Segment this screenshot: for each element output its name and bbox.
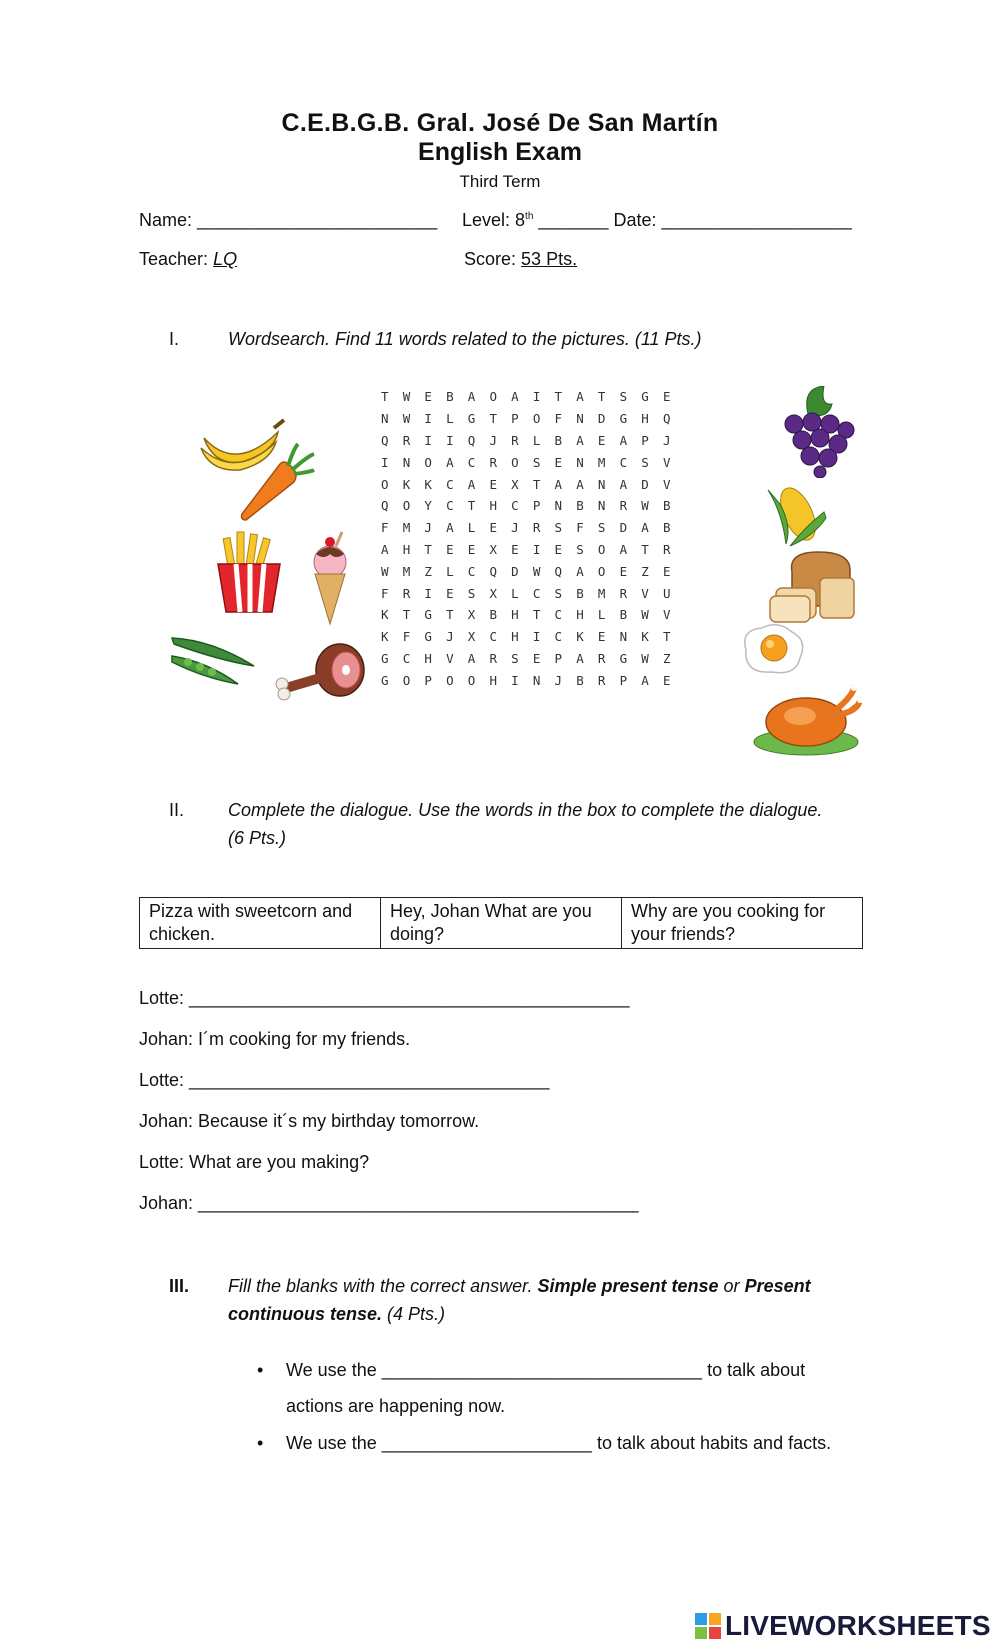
wordsearch-letter[interactable]: J (554, 672, 563, 688)
score-label: Score: (464, 249, 517, 269)
word-box-option: Pizza with sweetcorn and chicken. (140, 898, 381, 949)
score-value: 53 Pts. (521, 249, 578, 269)
wordsearch-letter[interactable]: Y (424, 498, 432, 514)
wordsearch-letter[interactable]: O (424, 454, 432, 470)
wordsearch-letter[interactable]: S (576, 541, 584, 557)
wordsearch-letter[interactable]: K (381, 607, 389, 623)
wordsearch-letter[interactable]: G (641, 389, 649, 405)
wordsearch-letter[interactable]: Z (662, 650, 671, 666)
wordsearch-letter[interactable]: M (597, 585, 606, 601)
wordsearch-letter[interactable]: R (489, 650, 497, 666)
grapes-icon (772, 386, 858, 478)
wordsearch-row (381, 451, 685, 473)
section-2-instruction-line1: Complete the dialogue. Use the words in the box to complete the dialogue. (228, 800, 823, 820)
wordsearch-letter[interactable]: A (467, 389, 476, 405)
exam-title: English Exam (418, 138, 582, 166)
dialogue-line-3[interactable]: Lotte: ____________________________________ (139, 1070, 550, 1090)
wordsearch-letter[interactable]: G (467, 411, 476, 427)
wordsearch-letter[interactable]: Z (424, 563, 432, 579)
wordsearch-letter[interactable]: A (576, 389, 584, 405)
french-fries-icon (212, 530, 286, 614)
peas-icon (168, 630, 258, 690)
wordsearch-letter[interactable]: A (576, 432, 584, 448)
wordsearch-letter[interactable]: K (641, 629, 649, 645)
wordsearch-letter[interactable]: C (467, 454, 476, 470)
score-field (464, 249, 577, 270)
wordsearch-letter[interactable]: W (641, 607, 649, 623)
section-2-instruction-line2: (6 Pts.) (228, 828, 287, 848)
wordsearch-letter[interactable]: N (597, 476, 606, 492)
wordsearch-row (381, 560, 685, 582)
wordsearch-letter[interactable]: G (619, 411, 628, 427)
name-field[interactable] (139, 210, 437, 231)
wordsearch-letter[interactable]: E (554, 454, 563, 470)
wordsearch-letter[interactable]: L (597, 607, 606, 623)
section-3-instr-e: continuous tense. (228, 1304, 383, 1324)
wordsearch-letter[interactable]: B (576, 585, 584, 601)
wordsearch-letter[interactable]: A (554, 476, 563, 492)
wordsearch-letter[interactable]: S (532, 454, 541, 470)
section-3-instr-b: Simple present tense (537, 1276, 719, 1296)
wordsearch-letter[interactable]: V (641, 585, 649, 601)
wordsearch-letter[interactable]: O (381, 476, 389, 492)
section-3-instr-a: Fill the blanks with the correct answer. (228, 1276, 538, 1296)
wordsearch-row (381, 495, 685, 517)
wordsearch-letter[interactable]: I (424, 411, 432, 427)
wordsearch-row (381, 582, 685, 604)
wordsearch-letter[interactable]: J (446, 629, 454, 645)
wordsearch-letter[interactable]: T (402, 607, 411, 623)
wordsearch-row (381, 626, 685, 648)
wordsearch-letter[interactable]: O (446, 672, 454, 688)
wordsearch-letter[interactable]: R (402, 585, 411, 601)
section-1-instruction: Wordsearch. Find 11 words related to the pictures. (11 Pts.) (228, 329, 702, 349)
wordsearch-letter[interactable]: T (381, 389, 389, 405)
wordsearch-letter[interactable]: H (402, 541, 411, 557)
wordsearch-letter[interactable]: O (511, 454, 519, 470)
wordsearch-letter[interactable]: E (424, 389, 432, 405)
wordsearch-letter[interactable]: H (641, 411, 649, 427)
wordsearch-letter[interactable]: E (489, 520, 497, 536)
wordsearch-letter[interactable]: Q (662, 411, 671, 427)
name-label: Name: (139, 210, 193, 230)
wordsearch-letter[interactable]: I (532, 541, 541, 557)
wordsearch-letter[interactable]: N (532, 672, 541, 688)
wordsearch-letter[interactable]: Q (489, 563, 497, 579)
wordsearch-letter[interactable]: X (467, 607, 476, 623)
wordsearch-letter[interactable]: E (662, 672, 671, 688)
section-3-instr-c: or (718, 1276, 745, 1296)
wordsearch-letter[interactable]: D (641, 476, 649, 492)
logo-text: LIVEWORKSHEETS (725, 1610, 991, 1641)
wordsearch-letter[interactable]: C (446, 476, 454, 492)
wordsearch-letter[interactable]: E (489, 476, 497, 492)
wordsearch-letter[interactable]: B (619, 607, 628, 623)
wordsearch-letter[interactable]: Q (381, 432, 389, 448)
wordsearch-letter[interactable]: R (489, 454, 497, 470)
wordsearch-letter[interactable]: P (641, 432, 649, 448)
wordsearch-letter[interactable]: W (532, 563, 541, 579)
wordsearch-letter[interactable]: T (662, 629, 671, 645)
wordsearch-letter[interactable]: T (597, 389, 606, 405)
wordsearch-letter[interactable]: T (641, 541, 649, 557)
wordsearch-letter[interactable]: I (511, 672, 519, 688)
wordsearch-letter[interactable]: J (424, 520, 432, 536)
wordsearch-letter[interactable]: U (662, 585, 671, 601)
wordsearch-letter[interactable]: V (662, 607, 671, 623)
wordsearch-letter[interactable]: Z (641, 563, 649, 579)
level-superscript: th (525, 211, 534, 222)
wordsearch-letter[interactable]: R (511, 432, 519, 448)
wordsearch-letter[interactable]: X (511, 476, 519, 492)
wordsearch-letter[interactable]: R (597, 650, 606, 666)
corn-icon (762, 482, 828, 548)
wordsearch-letter[interactable]: V (446, 650, 454, 666)
wordsearch-letter[interactable]: J (662, 432, 671, 448)
wordsearch-letter[interactable]: H (424, 650, 432, 666)
wordsearch-letter[interactable]: H (489, 498, 497, 514)
teacher-label: Teacher: (139, 249, 209, 269)
bullet-dot: • (257, 1433, 264, 1453)
wordsearch-letter[interactable]: A (467, 476, 476, 492)
wordsearch-letter[interactable]: E (467, 541, 476, 557)
wordsearch-letter[interactable]: T (532, 607, 541, 623)
wordsearch-letter[interactable]: R (402, 432, 411, 448)
wordsearch-letter[interactable]: M (402, 563, 411, 579)
wordsearch-letter[interactable]: O (489, 389, 497, 405)
wordsearch-letter[interactable]: P (424, 672, 432, 688)
wordsearch-grid[interactable] (381, 386, 685, 691)
wordsearch-letter[interactable]: J (489, 432, 497, 448)
wordsearch-letter[interactable]: V (662, 476, 671, 492)
wordsearch-letter[interactable]: X (467, 629, 476, 645)
wordsearch-letter[interactable]: E (597, 629, 606, 645)
wordsearch-row (381, 386, 685, 408)
wordsearch-letter[interactable]: F (554, 411, 563, 427)
wordsearch-letter[interactable]: D (597, 411, 606, 427)
wordsearch-letter[interactable]: A (446, 454, 454, 470)
level-blank[interactable]: _______ (538, 210, 609, 230)
wordsearch-letter[interactable]: M (597, 454, 606, 470)
name-blank[interactable]: ________________________ (197, 210, 438, 230)
wordsearch-letter[interactable]: B (489, 607, 497, 623)
wordsearch-letter[interactable]: L (446, 563, 454, 579)
dialogue-line-6[interactable]: Johan: ____________________________________________ (139, 1193, 639, 1213)
wordsearch-letter[interactable]: K (576, 629, 584, 645)
wordsearch-letter[interactable]: E (532, 650, 541, 666)
wordsearch-letter[interactable]: S (467, 585, 476, 601)
wordsearch-letter[interactable]: S (554, 585, 563, 601)
wordsearch-letter[interactable]: A (619, 432, 628, 448)
ice-cream-icon (310, 530, 350, 626)
liveworksheets-logo[interactable] (694, 1610, 991, 1642)
wordsearch-letter[interactable]: F (576, 520, 584, 536)
wordsearch-letter[interactable]: R (619, 498, 628, 514)
teacher-field (139, 249, 237, 270)
wordsearch-letter[interactable]: B (446, 389, 454, 405)
wordsearch-letter[interactable]: A (619, 541, 628, 557)
wordsearch-letter[interactable]: G (381, 672, 389, 688)
dialogue-line-5: Lotte: What are you making? (139, 1152, 370, 1172)
date-blank[interactable]: ___________________ (661, 210, 852, 230)
wordsearch-letter[interactable]: T (554, 389, 563, 405)
wordsearch-letter[interactable]: B (662, 520, 671, 536)
wordsearch-letter[interactable]: O (402, 672, 411, 688)
carrot-icon (236, 442, 316, 524)
wordsearch-letter[interactable]: C (489, 629, 497, 645)
wordsearch-letter[interactable]: K (424, 476, 432, 492)
wordsearch-letter[interactable]: A (641, 520, 649, 536)
wordsearch-letter[interactable]: E (446, 585, 454, 601)
wordsearch-letter[interactable]: P (532, 498, 541, 514)
wordsearch-letter[interactable]: O (532, 411, 541, 427)
wordsearch-letter[interactable]: E (597, 432, 606, 448)
wordsearch-letter[interactable]: A (446, 520, 454, 536)
wordsearch-letter[interactable]: F (381, 585, 389, 601)
wordsearch-letter[interactable]: I (424, 585, 432, 601)
wordsearch-letter[interactable]: B (554, 432, 563, 448)
date-label: Date: (613, 210, 657, 230)
wordsearch-letter[interactable]: H (511, 607, 519, 623)
chicken-icon (752, 684, 862, 756)
wordsearch-letter[interactable]: T (424, 541, 432, 557)
wordsearch-letter[interactable]: B (662, 498, 671, 514)
wordsearch-letter[interactable]: E (662, 389, 671, 405)
wordsearch-letter[interactable]: K (381, 629, 389, 645)
wordsearch-row (381, 473, 685, 495)
wordsearch-letter[interactable]: L (532, 432, 541, 448)
section-3-instr-f: (4 Pts.) (382, 1304, 446, 1324)
section-3-instruction (228, 1272, 868, 1328)
wordsearch-letter[interactable]: J (511, 520, 519, 536)
level-date-field[interactable] (462, 210, 852, 231)
wordsearch-letter[interactable]: R (619, 585, 628, 601)
wordsearch-letter[interactable]: O (467, 672, 476, 688)
wordsearch-letter[interactable]: A (641, 672, 649, 688)
wordsearch-letter[interactable]: W (641, 650, 649, 666)
wordsearch-letter[interactable]: D (619, 520, 628, 536)
section-2-number: II. (169, 800, 185, 820)
wordsearch-letter[interactable]: C (619, 454, 628, 470)
wordsearch-letter[interactable]: P (554, 650, 563, 666)
wordsearch-letter[interactable]: C (446, 498, 454, 514)
wordsearch-letter[interactable]: K (402, 476, 411, 492)
wordsearch-letter[interactable]: G (381, 650, 389, 666)
wordsearch-letter[interactable]: X (489, 541, 497, 557)
wordsearch-letter[interactable]: Q (554, 563, 563, 579)
wordsearch-letter[interactable]: C (554, 629, 563, 645)
wordsearch-letter[interactable]: P (511, 411, 519, 427)
wordsearch-letter[interactable]: H (489, 672, 497, 688)
wordsearch-letter[interactable]: R (532, 520, 541, 536)
wordsearch-letter[interactable]: G (424, 607, 432, 623)
wordsearch-row (381, 408, 685, 430)
section-3-number: III. (169, 1276, 190, 1296)
wordsearch-letter[interactable]: S (597, 520, 606, 536)
wordsearch-letter[interactable]: O (597, 563, 606, 579)
wordsearch-letter[interactable]: O (402, 498, 411, 514)
wordsearch-letter[interactable]: N (619, 629, 628, 645)
wordsearch-letter[interactable]: T (467, 498, 476, 514)
wordsearch-letter[interactable]: A (619, 476, 628, 492)
wordsearch-letter[interactable]: S (641, 454, 649, 470)
wordsearch-letter[interactable]: S (554, 520, 563, 536)
wordsearch-row (381, 604, 685, 626)
wordsearch-letter[interactable]: L (467, 520, 476, 536)
wordsearch-letter[interactable]: E (619, 563, 628, 579)
teacher-value: LQ (213, 249, 238, 269)
section-1-number: I. (169, 329, 180, 349)
wordsearch-letter[interactable]: W (402, 389, 411, 405)
wordsearch-row (381, 648, 685, 670)
wordsearch-row (381, 517, 685, 539)
wordsearch-letter[interactable]: G (424, 629, 432, 645)
wordsearch-letter[interactable]: F (402, 629, 411, 645)
wordsearch-letter[interactable]: R (597, 672, 606, 688)
wordsearch-letter[interactable]: C (467, 563, 476, 579)
wordsearch-letter[interactable]: I (532, 389, 541, 405)
wordsearch-letter[interactable]: C (554, 607, 563, 623)
wordsearch-letter[interactable]: N (576, 411, 584, 427)
wordsearch-letter[interactable]: P (619, 672, 628, 688)
bullet-1-line2: actions are happening now. (286, 1396, 506, 1416)
wordsearch-letter[interactable]: A (381, 541, 389, 557)
wordsearch-letter[interactable]: A (467, 650, 476, 666)
wordsearch-row (381, 669, 685, 691)
wordsearch-letter[interactable]: E (446, 541, 454, 557)
section-3-instr-d: Present (744, 1276, 811, 1296)
wordsearch-letter[interactable]: W (402, 411, 411, 427)
wordsearch-letter[interactable]: H (576, 607, 584, 623)
wordsearch-letter[interactable]: Q (467, 432, 476, 448)
level-label: Level: 8 (462, 210, 526, 230)
wordsearch-letter[interactable]: O (597, 541, 606, 557)
wordsearch-letter[interactable]: R (662, 541, 671, 557)
wordsearch-letter[interactable]: I (424, 432, 432, 448)
wordsearch-letter[interactable]: I (381, 454, 389, 470)
egg-icon (738, 622, 808, 678)
wordsearch-letter[interactable]: W (381, 563, 389, 579)
wordsearch-letter[interactable]: N (554, 498, 563, 514)
wordsearch-letter[interactable]: B (576, 672, 584, 688)
wordsearch-letter[interactable]: N (402, 454, 411, 470)
wordsearch-letter[interactable]: A (576, 563, 584, 579)
wordsearch-letter[interactable]: I (532, 629, 541, 645)
word-box (139, 897, 863, 949)
wordsearch-letter[interactable]: Q (381, 498, 389, 514)
logo-blocks-icon (694, 1612, 722, 1640)
school-title: C.E.B.G.B. Gral. José De San Martín (281, 109, 719, 137)
wordsearch-letter[interactable]: A (576, 476, 584, 492)
wordsearch-letter[interactable]: S (511, 650, 519, 666)
wordsearch-letter[interactable]: E (511, 541, 519, 557)
wordsearch-row (381, 539, 685, 561)
wordsearch-letter[interactable]: X (489, 585, 497, 601)
wordsearch-letter[interactable]: G (619, 650, 628, 666)
wordsearch-letter[interactable]: L (446, 411, 454, 427)
wordsearch-letter[interactable]: D (511, 563, 519, 579)
bread-icon (768, 548, 862, 624)
wordsearch-letter[interactable]: M (402, 520, 411, 536)
wordsearch-letter[interactable]: A (511, 389, 519, 405)
wordsearch-letter[interactable]: L (511, 585, 519, 601)
word-box-option: Why are you cooking for your friends? (622, 898, 863, 949)
bullet-1-line1[interactable]: We use the ________________________________ to talk about (286, 1360, 806, 1380)
dialogue-line-1[interactable]: Lotte: ____________________________________________ (139, 988, 630, 1008)
wordsearch-letter[interactable]: N (597, 498, 606, 514)
wordsearch-letter[interactable]: H (511, 629, 519, 645)
wordsearch-letter[interactable]: C (511, 498, 519, 514)
wordsearch-letter[interactable]: W (641, 498, 649, 514)
bullet-dot: • (257, 1360, 264, 1380)
wordsearch-letter[interactable]: B (576, 498, 584, 514)
word-box-option: Hey, Johan What are you doing? (381, 898, 622, 949)
ham-icon (272, 642, 368, 704)
wordsearch-letter[interactable]: C (532, 585, 541, 601)
wordsearch-letter[interactable]: S (619, 389, 628, 405)
wordsearch-letter[interactable]: N (381, 411, 389, 427)
wordsearch-letter[interactable]: E (554, 541, 563, 557)
wordsearch-letter[interactable]: N (576, 454, 584, 470)
wordsearch-letter[interactable]: A (576, 650, 584, 666)
wordsearch-letter[interactable]: T (532, 476, 541, 492)
wordsearch-letter[interactable]: F (381, 520, 389, 536)
bullet-2[interactable]: We use the _____________________ to talk about habits and facts. (286, 1433, 832, 1453)
wordsearch-letter[interactable]: I (446, 432, 454, 448)
wordsearch-letter[interactable]: T (489, 411, 497, 427)
dialogue-line-4: Johan: Because it´s my birthday tomorrow. (139, 1111, 480, 1131)
wordsearch-letter[interactable]: V (662, 454, 671, 470)
wordsearch-letter[interactable]: T (446, 607, 454, 623)
wordsearch-row (381, 430, 685, 452)
dialogue-line-2: Johan: I´m cooking for my friends. (139, 1029, 411, 1049)
term-subtitle: Third Term (459, 172, 541, 191)
wordsearch-letter[interactable]: C (402, 650, 411, 666)
wordsearch-letter[interactable]: E (662, 563, 671, 579)
